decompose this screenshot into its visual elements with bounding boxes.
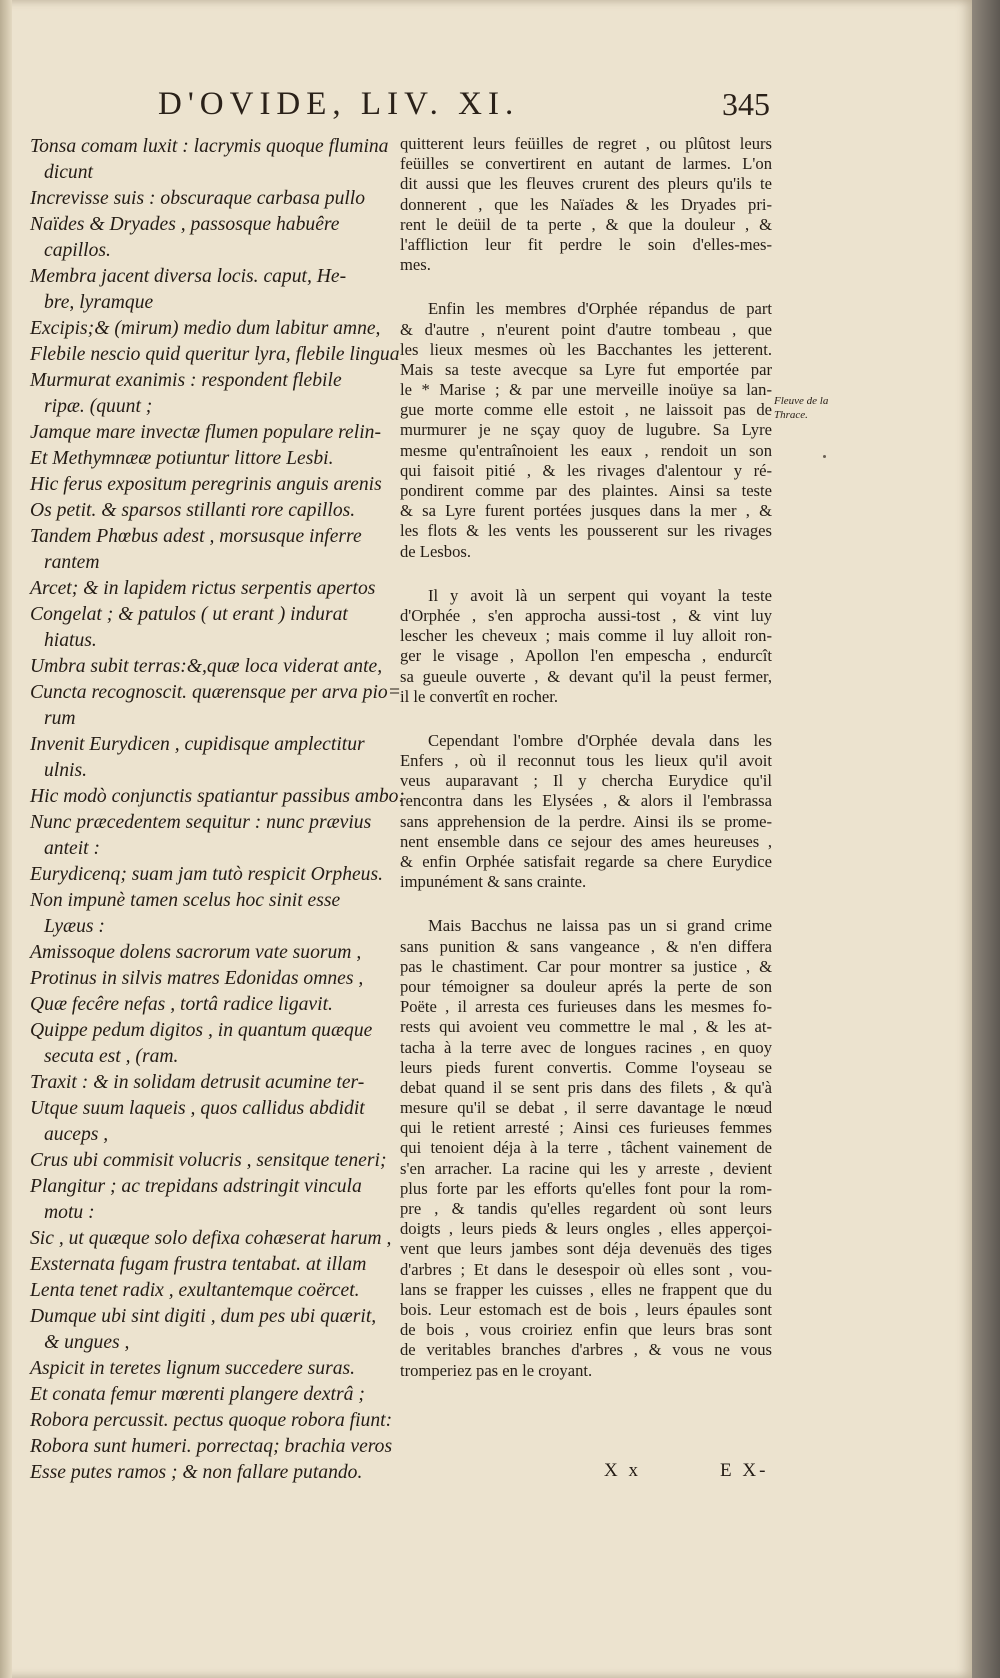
running-title: D'OVIDE, LIV. XI. [158,86,520,122]
latin-verse-line: hiatus. [44,630,97,651]
french-prose-line: debat quand il se sent pris dans des filets , & qu'à [400,1077,772,1097]
french-prose-line: mesure qu'il se debat , il serre davantage le nœud [400,1098,772,1118]
latin-verse-line: Os petit. & sparsos stillanti rore capillos. [30,500,356,521]
page-gutter [0,0,12,1678]
french-prose-line: d'arbres ; Et dans le desespoir où elles sont , vou- [400,1259,772,1279]
french-prose-line: donnerent , que les Naïades & les Dryades pri- [400,194,772,214]
french-prose-line: Enfin les membres d'Orphée répandus de part [428,299,772,319]
latin-verse-line: dicunt [44,162,93,183]
latin-verse-line: Sic , ut quæque solo defixa cohæserat harum , [30,1228,392,1249]
ink-speck [823,455,826,458]
latin-verse-line: Arcet; & in lapidem rictus serpentis apertos [30,578,376,599]
french-prose-line: tacha à la terre avec de longues racines , en quoy [400,1037,772,1057]
french-prose-line: tromperiez pas en le croyant. [400,1360,593,1380]
french-prose-line: de bois , vous croiriez enfin que leurs bras sont [400,1320,772,1340]
latin-verse-line: Traxit : & in solidam detrusit acumine ter- [30,1072,365,1093]
french-prose-line: lescher les cheveux ; mais comme il luy alloit ron- [400,626,772,646]
latin-verse-line: Esse putes ramos ; & non fallare putando. [30,1462,363,1483]
latin-verse-line: Utque suum laqueis , quos callidus abdidit [30,1098,365,1119]
margin-note [774,394,834,422]
french-prose-line: de Lesbos. [400,541,471,561]
french-prose-line: Cependant l'ombre d'Orphée devala dans les [428,730,772,750]
latin-verse-line: Membra jacent diversa locis. caput, He- [30,266,347,287]
latin-verse-line: motu : [44,1202,95,1223]
french-prose-line: plus forte par les efforts qu'elles font pour la rom- [400,1178,772,1198]
latin-verse-line: Naïdes & Dryades , passosque habuêre [30,214,340,235]
latin-verse-line: Lenta tenet radix , exultantemque coërcet. [30,1280,360,1301]
margin-note-line: Fleuve de la [774,395,829,407]
latin-verse-line: Murmurat exanimis : respondent flebile [30,370,342,391]
french-prose-line: qui le retient arresté ; Ainsi ces furieuses femmes [400,1118,772,1138]
latin-verse-line: Dumque ubi sint digiti , dum pes ubi quærit, [30,1306,377,1327]
french-paragraph [400,586,772,707]
french-prose-line: l'affliction leur fit perdre le soin d'elles-mes- [400,234,772,254]
french-prose-line: pre , & tandis qu'elles regardent où sont leurs [400,1199,772,1218]
french-prose-line: & d'autre , n'eurent point d'autre tombeau , que [400,319,772,339]
french-paragraph [400,916,772,1380]
latin-verse-line: Crus ubi commisit volucris , sensitque teneri; [30,1150,387,1171]
french-prose-line: vent que leurs jambes sont déja devenuës des tiges [400,1239,772,1259]
catchword: E X- [720,1460,769,1481]
french-prose-line: Poëte , il arresta ces furieuses dans les mesmes fo- [400,997,772,1017]
french-prose-column [400,134,772,1381]
latin-verse-line: Robora sunt humeri. porrectaq; brachia veros [30,1436,393,1457]
french-prose-line: rests qui avoient veu commettre le mal , & les at- [400,1017,772,1037]
latin-verse-line: Umbra subit terras:&,quæ loca viderat ante, [30,656,383,677]
latin-verse-line: Plangitur ; ac trepidans adstringit vincula [30,1176,362,1197]
french-prose-line: Mais sa teste avecque sa Lyre fut emportée par [400,359,772,379]
latin-verse-line: rum [44,708,76,729]
latin-verse-line: Eurydicenq; suam jam tutò respicit Orpheus. [30,864,384,885]
french-prose-line: doigts , leurs pieds & leurs ongles , elles apperçoi- [400,1219,772,1239]
latin-verse-line: Quæ fecêre nefas , tortâ radice ligavit. [30,994,333,1015]
french-prose-line: les lieux mesmes où les Bacchantes les jetterent. [400,339,772,359]
latin-verse-line: Lyæus : [44,916,105,937]
french-prose-line: leurs pieds furent convertis. Comme l'oyseau se [400,1057,772,1077]
french-prose-line: sa gueule ouverte , & devant qu'il la peust fermer, [400,666,772,686]
french-prose-line: Enfers , où il reconnut tous les lieux qu'il avoit [400,751,772,771]
french-prose-line: les flots & les vents les pousserent sur les rivages [400,521,772,541]
french-prose-line: pour témoigner sa douleur aprés la perte de son [400,976,772,996]
page-number: 345 [722,86,770,122]
paragraph-gap [400,275,772,299]
latin-verse-line: Invenit Eurydicen , cupidisque amplectitur [30,734,365,755]
latin-verse-line: Robora percussit. pectus quoque robora fiunt: [30,1410,393,1431]
latin-verse-line: ripæ. (quunt ; [44,396,153,417]
french-prose-line: il le convertît en rocher. [400,686,559,706]
french-prose-line: Mais Bacchus ne laissa pas un si grand crime [428,916,772,936]
latin-verse-line: ulnis. [44,760,88,781]
page-header [0,86,972,126]
french-prose-line: sans apprehension de la perdre. Ainsi ils se prome- [400,811,772,831]
latin-verse-line: Exsternata fugam frustra tentabat. at illam [30,1254,367,1275]
margin-note-line: Thrace. [774,409,808,421]
french-prose-line: qui tenoient déja à la terre , tâchent vainement de [400,1138,772,1158]
latin-verse-line: auceps , [44,1124,109,1145]
latin-verse-line: Cuncta recognoscit. quærensque per arva pio= [30,682,401,703]
french-prose-line: nent ensemble dans ce sejour des ames heureuses , [400,831,772,851]
paragraph-gap [400,562,772,586]
french-prose-line: pondirent comme par des plaintes. Ainsi sa teste [400,481,772,500]
latin-verse-line: secuta est , (ram. [44,1046,179,1067]
paragraph-gap [400,707,772,731]
latin-verse-line: & ungues , [44,1332,130,1353]
french-prose-line: de veritables branches d'arbres , & vous ne vous [400,1340,772,1360]
latin-verse-line: bre, lyramque [44,292,154,313]
french-prose-line: qui faisoit pitié , & les rivages d'alentour y ré- [400,460,772,480]
french-prose-line: impunément & sans crainte. [400,872,587,892]
latin-verse-line: Aspicit in teretes lignum succedere suras. [30,1358,356,1379]
latin-verse-line: Amissoque dolens sacrorum vate suorum , [30,942,362,963]
latin-verse-line: Non impunè tamen scelus hoc sinit esse [30,890,341,911]
french-prose-line: rencontra dans les Elysées , & alors il l'embrassa [400,791,772,811]
french-prose-line: pas le chastiment. Car pour montrer sa justice , & [400,956,772,976]
french-prose-line: sans punition & sans vangeance , & n'en differa [400,936,772,956]
latin-verse-line: Hic ferus expositum peregrinis anguis arenis [30,474,382,495]
french-prose-line: gue morte comme elle estoit , ne laissoit pas de [400,400,772,420]
french-prose-line: dit aussi que les fleuves crurent des pleurs qu'ils te [400,174,772,194]
french-prose-line: quitterent leurs feüilles de regret , ou plûtost leurs [400,134,772,153]
latin-verse-line: Protinus in silvis matres Edonidas omnes , [30,968,364,989]
latin-verse-line: Tonsa comam luxit : lacrymis quoque flumina [30,136,389,157]
latin-verse-line: capillos. [44,240,111,261]
latin-verse-line: Quippe pedum digitos , in quantum quæque [30,1020,373,1041]
french-prose-line: d'Orphée , s'en approcha aussi-tost , & vint luy [400,605,772,625]
french-prose-line: feüilles se convertirent en autant de larmes. L'on [400,154,772,174]
french-prose-line: & enfin Orphée satisfait regarde sa chere Eurydice [400,852,772,871]
latin-verse-line: Hic modò conjunctis spatiantur passibus ambo: [30,786,405,807]
french-prose-line: mes. [400,255,431,275]
page-edge-shadow [972,0,1000,1678]
french-prose-line: lans se frapper les cuisses , elles ne frappent que du [400,1279,772,1299]
french-prose-line: ger le visage , Apollon l'en empescha , endurcît [400,646,772,666]
latin-verse-line: Et Methymnææ potiuntur littore Lesbi. [30,448,334,469]
french-prose-line: s'en arracher. La racine qui les y arreste , devient [400,1158,772,1178]
latin-verse-line: anteit : [44,838,101,859]
latin-verse-line: Tandem Phœbus adest , morsusque inferre [30,526,362,547]
french-prose-line: murmurer je ne sçay quoy de lugubre. Sa Lyre [400,420,772,440]
french-prose-line: le * Marise ; & par une merveille inoüye sa lan- [400,380,772,400]
french-prose-line: Il y avoit là un serpent qui voyant la teste [428,585,772,605]
french-paragraph [400,731,772,893]
latin-verse-line: Congelat ; & patulos ( ut erant ) indurat [30,604,348,625]
french-prose-line: bois. Leur estomach est de bois , leurs épaules sont [400,1299,772,1319]
french-prose-line: veus auparavant ; Il y chercha Eurydice qu'il [400,771,772,791]
latin-verse-line: Nunc præcedentem sequitur : nunc prævius [30,812,372,833]
latin-verse-line: Flebile nescio quid queritur lyra, flebile lingua [30,344,400,365]
paragraph-gap [400,892,772,916]
latin-verse-line: Increvisse suis : obscuraque carbasa pullo [30,188,366,209]
latin-verse-line: rantem [44,552,100,573]
latin-verse-line: Et conata femur mœrenti plangere dextrâ ; [30,1384,365,1405]
latin-verse-line: Excipis;& (mirum) medio dum labitur amne, [30,318,381,339]
signature-mark: X x [604,1460,641,1481]
latin-verse-line: Jamque mare invectæ flumen populare relin- [30,422,381,443]
french-prose-line: & sa Lyre furent portées jusques dans la mer , & [400,501,772,521]
french-prose-line: rent le deüil de ta perte , & que la douleur , & [400,214,772,234]
french-prose-line: mesme qu'entraînoient les eaux , rendoit un son [400,440,772,460]
latin-verse-column [30,134,405,1486]
french-paragraph [400,299,772,561]
french-paragraph [400,134,772,275]
